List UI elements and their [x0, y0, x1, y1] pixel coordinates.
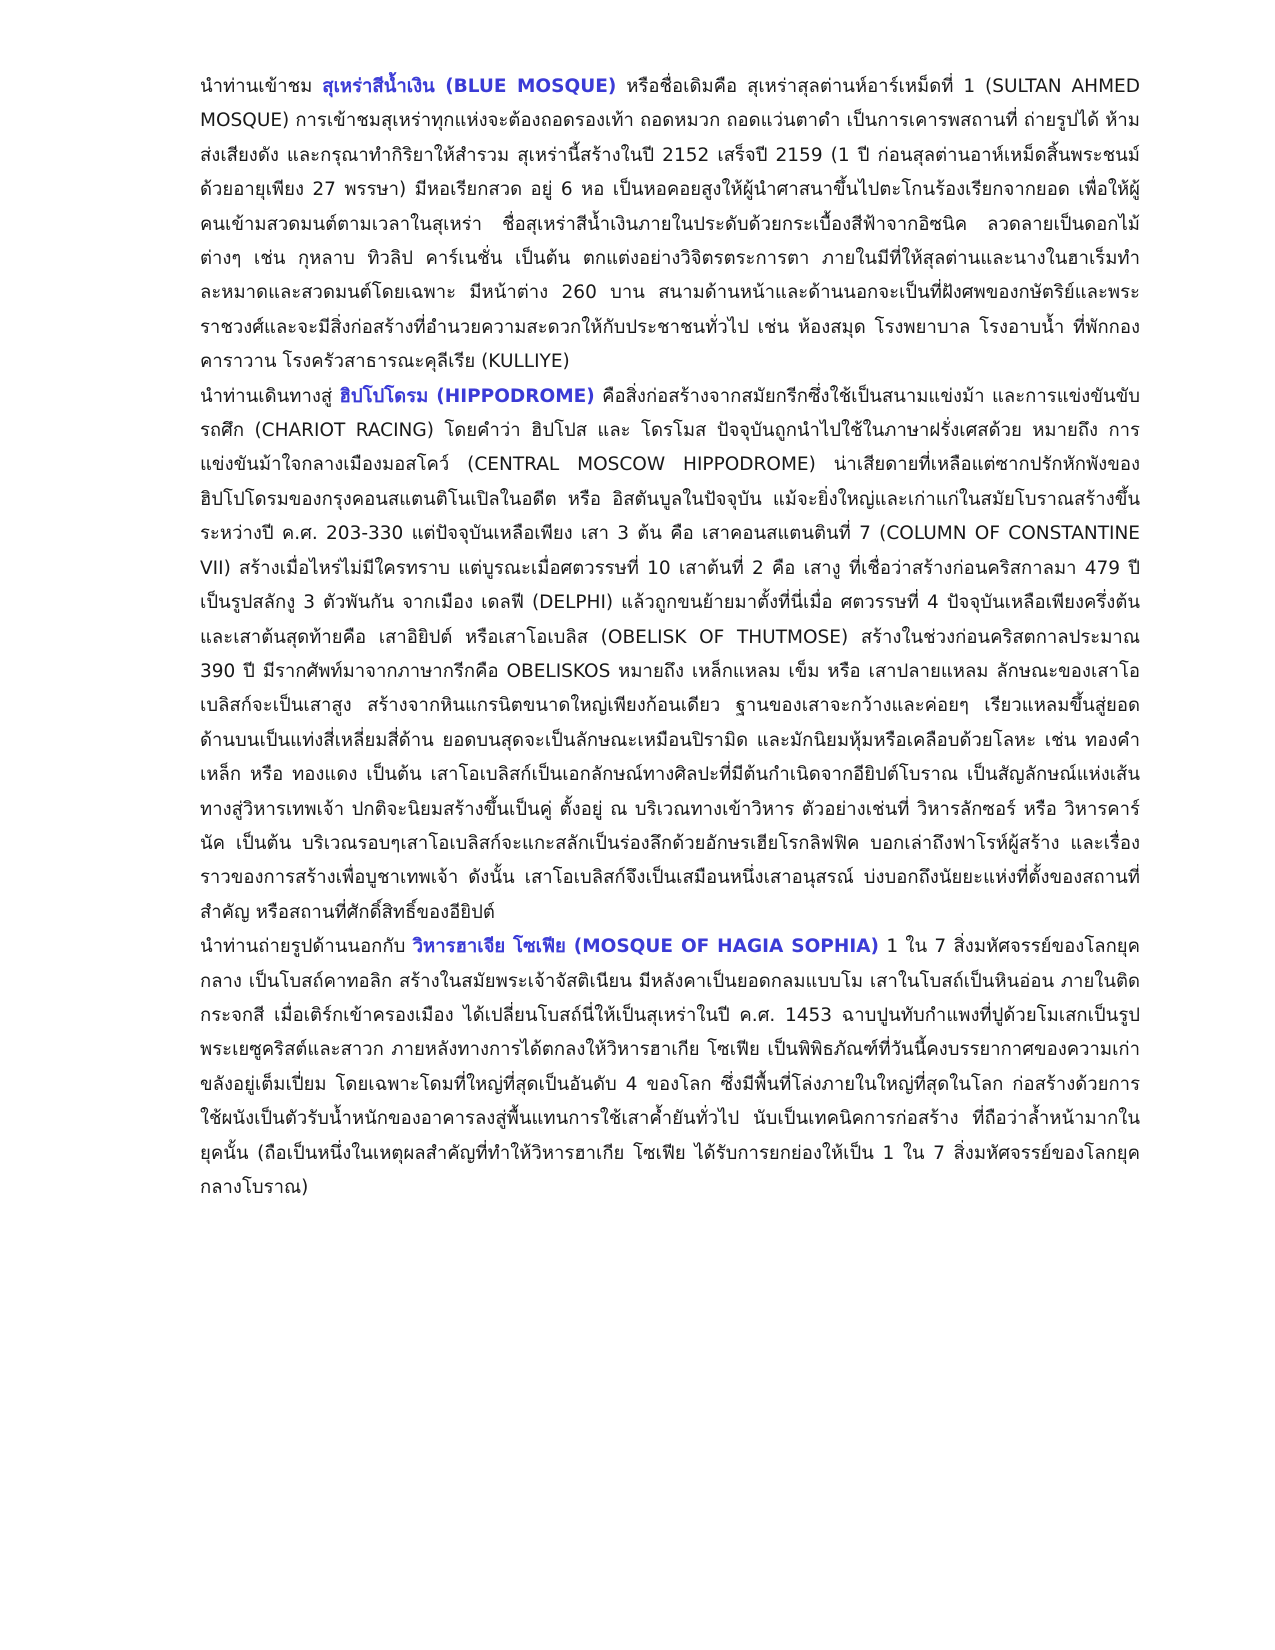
paragraph-body: คือสิ่งก่อสร้างจากสมัยกรีกซึ่งใช้เป็นสนามแข่งม้า และการแข่งขันขับรถศึก (CHARIOT RACING) โดยคำว่า ฮิปโปส และ โดรโมส ปัจจุบันถูกนำไปใช้ในภาษาฝรั่งเศสด้วย หมายถึง การแข่งขันม้าใจกลางเมืองมอสโคว์ (CENTRAL MOSCOW HIPPODROME) น่าเสียดายที่เหลือแต่ซากปรักหักพังของ ฮิปโปโดรมของกรุงคอนสแตนติโนเปิลในอดีต หรือ อิสตันบูลในปัจจุบัน แม้จะยิ่งใหญ่และเก่าแก่ในสมัยโบราณสร้างขึ้นระหว่างปี ค.ศ. 203-330 แต่ปัจจุบันเหลือเพียง เสา 3 ต้น คือ เสาคอนสแตนตินที่ 7 (COLUMN OF CONSTANTINE VII) สร้างเมื่อไหร่ไม่มีใครทราบ แต่บูรณะเมื่อศตวรรษที่ 10 เสาต้นที่ 2 คือ เสางู ที่เชื่อว่าสร้างก่อนคริสกาลมา 479 ปี เป็นรูปสลักงู 3 ตัวพันกัน จากเมือง เดลฟี (DELPHI) แล้วถูกขนย้ายมาตั้งที่นี่เมื่อ ศตวรรษที่ 4 ปัจจุบันเหลือเพียงครึ่งต้น และเสาต้นสุดท้ายคือ เสาอิยิปต์ หรือเสาโอเบลิส (OBELISK OF THUTMOSE) สร้างในช่วงก่อนคริสตกาลประมาณ 390 ปี มีรากศัพท์มาจากภาษากรีกคือ OBELISKOS หมายถึง เหล็กแหลม เข็ม หรือ เสาปลายแหลม ลักษณะของเสาโอเบลิสก์จะเป็นเสาสูง สร้างจากหินแกรนิตขนาดใหญ่เพียงก้อนเดียว ฐานของเสาจะกว้างและค่อยๆ เรียวแหลมขึ้นสู่ยอดด้านบนเป็นแท่งสี่เหลี่ยมสี่ด้าน ยอดบนสุดจะเป็นลักษณะเหมือนปิรามิด และมักนิยมหุ้มหรือเคลือบด้วยโลหะ เช่น ทองคำ เหล็ก หรือ ทองแดง เป็นต้น เสาโอเบลิสก์เป็นเอกลักษณ์ทางศิลปะที่มีต้นกำเนิดจากอียิปต์โบราณ เป็นสัญลักษณ์แห่งเส้นทางสู่วิหารเทพเจ้า ปกติจะนิยมสร้างขึ้นเป็นคู่ ตั้งอยู่ ณ บริเวณทางเข้าวิหาร ตัวอย่างเช่นที่ วิหารลักซอร์ หรือ วิหารคาร์นัค เป็นต้น บริเวณรอบๆเสาโอเบลิสก์จะแกะสลักเป็นร่องลึกด้วยอักษรเฮียโรกลิฟฟิค บอกเล่าถึงฟาโรห์ผู้สร้าง และเรื่องราวของการสร้างเพื่อบูชาเทพเจ้า ดังนั้น เสาโอเบลิสก์จึงเป็นเสมือนหนึ่งเสาอนุสรณ์ บ่งบอกถึงนัยยะแห่งที่ตั้งของสถานที่สำคัญ หรือสถานที่ศักดิ์สิทธิ์ของอียิปต์	[200, 385, 1140, 923]
paragraph-lead: นำท่านเดินทางสู่	[200, 385, 340, 407]
blue-mosque-heading: สุเหร่าสีน้ำเงิน (BLUE MOSQUE)	[322, 76, 617, 97]
paragraph-hagia-sophia	[200, 930, 1140, 1205]
document-page	[200, 70, 1140, 1205]
paragraph-lead: นำท่านถ่ายรูปด้านนอกกับ	[200, 936, 413, 958]
hagia-sophia-heading: วิหารฮาเจีย โซเฟีย (MOSQUE OF HAGIA SOPHIA)	[412, 936, 880, 958]
paragraph-body: หรือชื่อเดิมคือ สุเหร่าสุลต่านห์อาร์เหม็ดที่ 1 (SULTAN AHMED MOSQUE) การเข้าชมสุเหร่าทุกแห่งจะต้องถอดรองเท้า ถอดหมวก ถอดแว่นตาดำ เป็นการเคารพสถานที่ ถ่ายรูปได้ ห้ามส่งเสียงดัง และกรุณาทำกิริยาให้สำรวม สุเหร่านี้สร้างในปี 2152 เสร็จปี 2159 (1 ปี ก่อนสุลต่านอาห์เหม็ดสิ้นพระชนม์ด้วยอายุเพียง 27 พรรษา) มีหอเรียกสวด อยู่ 6 หอ เป็นหอคอยสูงให้ผู้นำศาสนาขึ้นไปตะโกนร้องเรียกจากยอด เพื่อให้ผู้คนเข้ามสวดมนต์ตามเวลาในสุเหร่า ชื่อสุเหร่าสีน้ำเงินภายในประดับด้วยกระเบื้องสีฟ้าจากอิซนิค ลวดลายเป็นดอกไม้ต่างๆ เช่น กุหลาบ ทิวลิป คาร์เนชั่น เป็นต้น ตกแต่งอย่างวิจิตรตระการตา ภายในมีที่ให้สุลต่านและนางในฮาเร็มทำละหมาดและสวดมนต์โดยเฉพาะ มีหน้าต่าง 260 บาน สนามด้านหน้าและด้านนอกจะเป็นที่ฝังศพของกษัตริย์และพระราชวงศ์และจะมีสิ่งก่อสร้างที่อำนวยความสะดวกให้กับประชาชนทั่วไป เช่น ห้องสมุด โรงพยาบาล โรงอาบน้ำ ที่พักกองคาราวาน โรงครัวสาธารณะคุลีเรีย (KULLIYE)	[200, 76, 1140, 373]
paragraph-lead: นำท่านเข้าชม	[200, 76, 323, 97]
paragraph-blue-mosque	[200, 70, 1140, 380]
paragraph-hippodrome	[200, 380, 1140, 931]
hippodrome-heading: ฮิปโปโดรม (HIPPODROME)	[339, 385, 595, 407]
paragraph-body: 1 ใน 7 สิ่งมหัศจรรย์ของโลกยุคกลาง เป็นโบสถ์คาทอลิก สร้างในสมัยพระเจ้าจัสติเนียน มีหลังคาเป็นยอดกลมแบบโม เสาในโบสถ์เป็นหินอ่อน ภายในติดกระจกสี เมื่อเติร์กเข้าครองเมือง ได้เปลี่ยนโบสถ์นี่ให้เป็นสุเหร่าในปี ค.ศ. 1453 ฉาบปูนทับกำแพงที่ปูด้วยโมเสกเป็นรูปพระเยซูคริสต์และสาวก ภายหลังทางการได้ตกลงให้วิหารฮาเกีย โซเฟีย เป็นพิพิธภัณฑ์ที่วันนี้คงบรรยากาศของความเก่าขลังอยู่เต็มเปี่ยม โดยเฉพาะโดมที่ใหญ่ที่สุดเป็นอันดับ 4 ของโลก ซึ่งมีพื้นที่โล่งภายในใหญ่ที่สุดในโลก ก่อสร้างด้วยการใช้ผนังเป็นตัวรับน้ำหนักของอาคารลงสู่พื้นแทนการใช้เสาค้ำยันทั่วไป นับเป็นเทคนิคการก่อสร้าง ที่ถือว่าล้ำหน้ามากในยุคนั้น (ถือเป็นหนึ่งในเหตุผลสำคัญที่ทำให้วิหารฮาเกีย โซเฟีย ได้รับการยกย่องให้เป็น 1 ใน 7 สิ่งมหัศจรรย์ของโลกยุคกลางโบราณ)	[200, 936, 1141, 1198]
